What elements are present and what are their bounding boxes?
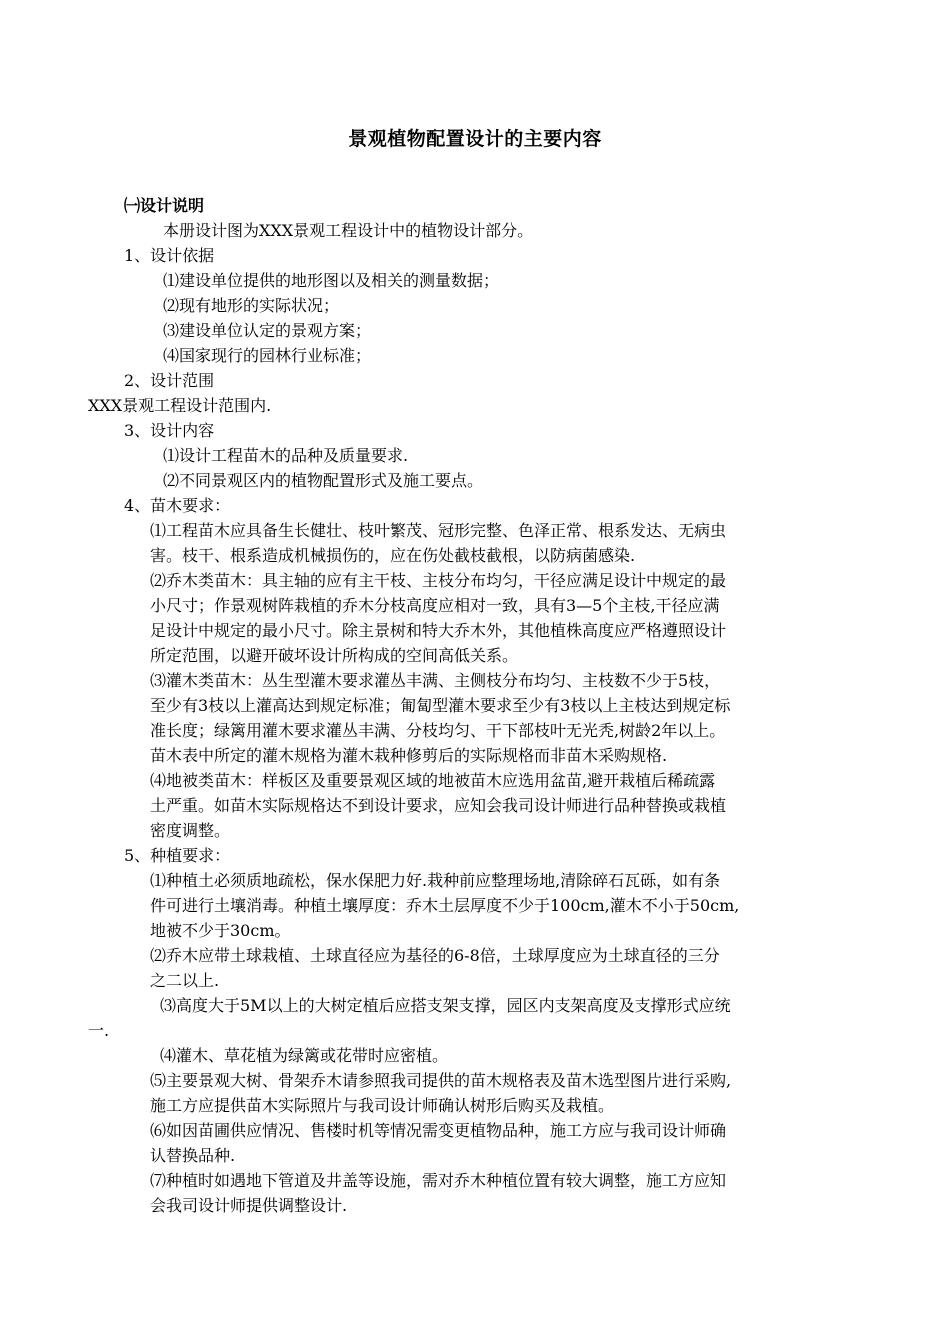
- paragraph-line: 密度调整。: [150, 821, 231, 840]
- paragraph-line: ⑴种植土必须质地疏松，保水保肥力好.栽种前应整理场地,清除碎石瓦砾，如有条: [150, 871, 721, 890]
- basis-item: ⑵现有地形的实际状况；: [163, 296, 340, 315]
- paragraph-line: 准长度；绿篱用灌木要求灌丛丰满、分枝均匀、干下部枝叶无光秃,树龄2年以上。: [150, 721, 726, 740]
- basis-heading: 1、设计依据: [124, 246, 215, 265]
- planting-paragraph-1: [150, 868, 739, 943]
- paragraph-line: ⑵乔木应带土球栽植、土球直径应为基径的6-8倍，土球厚度应为土球直径的三分: [150, 946, 720, 965]
- paragraph-line: 之二以上.: [150, 971, 220, 990]
- content-item: ⑴设计工程苗木的品种及质量要求.: [163, 446, 409, 465]
- paragraph-line: 地被不少于30cm。: [150, 921, 291, 940]
- content-item: ⑵不同景观区内的植物配置形式及施工要点。: [163, 471, 484, 490]
- planting-paragraph-2: [150, 943, 720, 993]
- intro-text: 本册设计图为XXX景观工程设计中的植物设计部分。: [163, 221, 534, 240]
- section-heading-design-notes: ㈠设计说明: [124, 196, 205, 215]
- paragraph-line: 足设计中规定的最小尺寸。除主景树和特大乔木外，其他植株高度应严格遵照设计: [150, 621, 727, 640]
- paragraph-line: ⑺种植时如遇地下管道及井盖等设施，需对乔木种植位置有较大调整，施工方应知: [150, 1171, 727, 1190]
- seedlings-paragraph-2: [150, 568, 726, 668]
- paragraph-line: ⑷地被类苗木：样板区及重要景观区域的地被苗木应选用盆苗,避开栽植后稀疏露: [150, 771, 716, 790]
- paragraph-line: 土严重。如苗木实际规格达不到设计要求，应知会我司设计师进行品种替换或栽植: [150, 796, 727, 815]
- paragraph-line: ⑹如因苗圃供应情况、售楼时机等情况需变更植物品种，施工方应与我司设计师确: [150, 1121, 727, 1140]
- planting-heading: 5、种植要求：: [124, 846, 231, 865]
- scope-heading: 2、设计范围: [124, 371, 215, 390]
- paragraph-line: 会我司设计师提供调整设计.: [150, 1196, 348, 1215]
- paragraph-line: ⑶灌木类苗木：丛生型灌木要求灌丛丰满、主侧枝分布均匀、主枝数不少于5枝，: [150, 671, 721, 690]
- paragraph-line: ⑴工程苗木应具备生长健壮、枝叶繁茂、冠形完整、色泽正常、根系发达、无病虫: [150, 521, 727, 540]
- paragraph-line: 苗木表中所定的灌木规格为灌木栽种修剪后的实际规格而非苗木采购规格.: [150, 746, 668, 765]
- planting-paragraph-3-line: ⑶高度大于5M以上的大树定植后应搭支架支撑，园区内支架高度及支撑形式应统: [160, 996, 731, 1015]
- paragraph-line: 小尺寸；作景观树阵栽植的乔木分枝高度应相对一致，具有3—5个主枝,干径应满: [150, 596, 720, 615]
- paragraph-line: 至少有3枝以上灌高达到规定标准；匍匐型灌木要求至少有3枝以上主枝达到规定标: [150, 696, 731, 715]
- content-heading: 3、设计内容: [124, 421, 215, 440]
- planting-paragraph-4: ⑷灌木、草花植为绿篱或花带时应密植。: [160, 1046, 449, 1065]
- document-title: 景观植物配置设计的主要内容: [348, 128, 602, 150]
- paragraph-line: 施工方应提供苗木实际照片与我司设计师确认树形后购买及栽植。: [150, 1096, 615, 1115]
- planting-paragraph-6: [150, 1118, 726, 1168]
- basis-item: ⑶建设单位认定的景观方案；: [163, 321, 372, 340]
- basis-item: ⑷国家现行的园林行业标准；: [163, 346, 372, 365]
- planting-paragraph-7: [150, 1168, 726, 1218]
- seedlings-paragraph-3: [150, 668, 730, 768]
- basis-item: ⑴建设单位提供的地形图以及相关的测量数据；: [163, 271, 500, 290]
- paragraph-line: 件可进行土壤消毒。种植土壤厚度：乔木土层厚度不少于100cm,灌木不小于50cm,: [150, 896, 740, 915]
- paragraph-line: 所定范围，以避开破坏设计所构成的空间高低关系。: [150, 646, 519, 665]
- paragraph-line: ⑸主要景观大树、骨架乔木请参照我司提供的苗木规格表及苗木选型图片进行采购,: [150, 1071, 732, 1090]
- seedlings-paragraph-1: [150, 518, 726, 568]
- planting-paragraph-3-wrap: 一.: [88, 1021, 110, 1040]
- seedlings-paragraph-4: [150, 768, 726, 843]
- seedlings-heading: 4、苗木要求：: [124, 496, 231, 515]
- paragraph-line: 认替换品种.: [150, 1146, 236, 1165]
- planting-paragraph-5: [150, 1068, 731, 1118]
- paragraph-line: 害。枝干、根系造成机械损伤的，应在伤处截枝截根，以防病菌感染.: [150, 546, 636, 565]
- paragraph-line: ⑵乔木类苗木：具主轴的应有主干枝、主枝分布均匀，干径应满足设计中规定的最: [150, 571, 727, 590]
- scope-text: XXX景观工程设计范围内.: [88, 396, 272, 415]
